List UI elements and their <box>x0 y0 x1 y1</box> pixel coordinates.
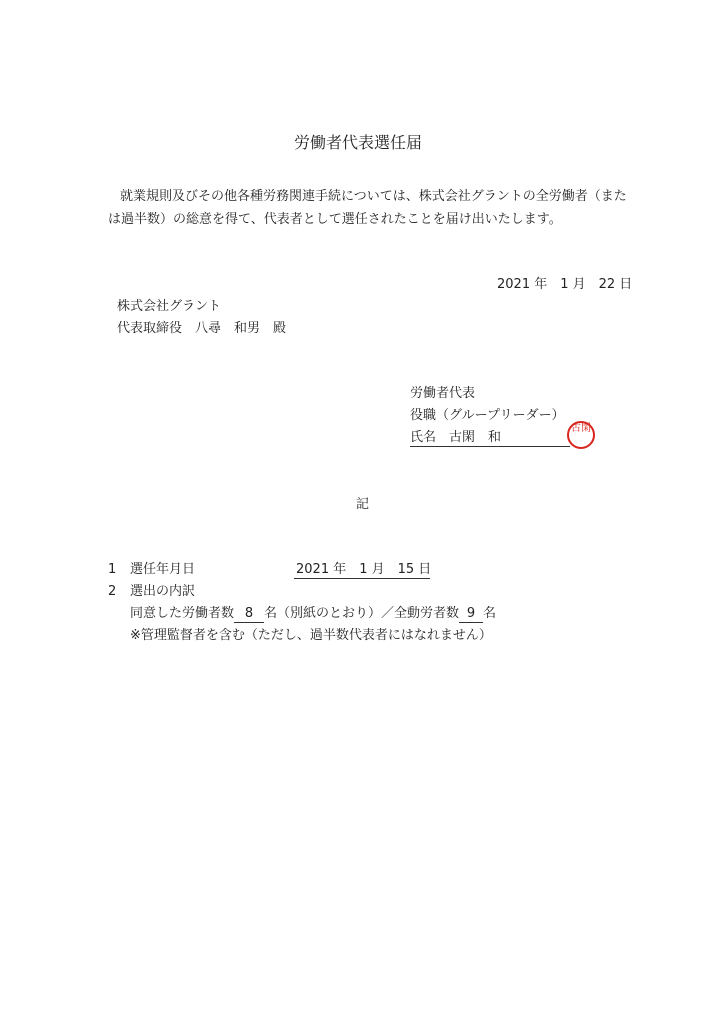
intro-text-line-2: は過半数）の総意を得て、代表者として選任されたことを届け出いたします。 <box>108 212 562 227</box>
item-1-date-field <box>294 562 430 579</box>
item-1-label: 選任年月日 <box>130 562 196 577</box>
recipient-company: 株式会社グラント <box>117 299 222 314</box>
ki-heading: 記 <box>356 497 370 512</box>
signature-underline <box>410 446 570 447</box>
consent-line <box>130 606 496 623</box>
item-1-number: 1 <box>108 562 117 577</box>
document-title: 労働者代表選任届 <box>294 133 423 152</box>
consent-prefix: 同意した労働者数 <box>130 606 235 621</box>
consent-mid: 名（別紙のとおり）／全動労者数 <box>264 606 460 621</box>
submission-date: 2021 年 1 月 22 日 <box>497 277 633 292</box>
selection-date: 2021 年 1 月 15 日 <box>296 562 432 577</box>
item-2-label: 選出の内訳 <box>130 584 196 599</box>
intro-text-line-1: 就業規則及びその他各種労務関連手続については、株式会社グラントの全労働者（また <box>120 189 627 204</box>
recipient-person: 代表取締役 八尋 和男 殿 <box>117 321 287 336</box>
management-note: ※管理監督者を含む（ただし、過半数代表者にはなれません） <box>130 628 492 643</box>
personal-seal-stamp <box>567 421 595 449</box>
consent-count: 8 <box>234 606 264 623</box>
representative-heading: 労働者代表 <box>410 386 476 401</box>
total-suffix: 名 <box>483 606 497 621</box>
item-2-number: 2 <box>108 584 117 599</box>
total-count: 9 <box>459 606 483 623</box>
representative-role: 役職（グループリーダー） <box>410 408 565 423</box>
representative-name: 氏名 古閑 和 <box>410 430 502 445</box>
seal-text: 古閑 <box>571 423 591 434</box>
